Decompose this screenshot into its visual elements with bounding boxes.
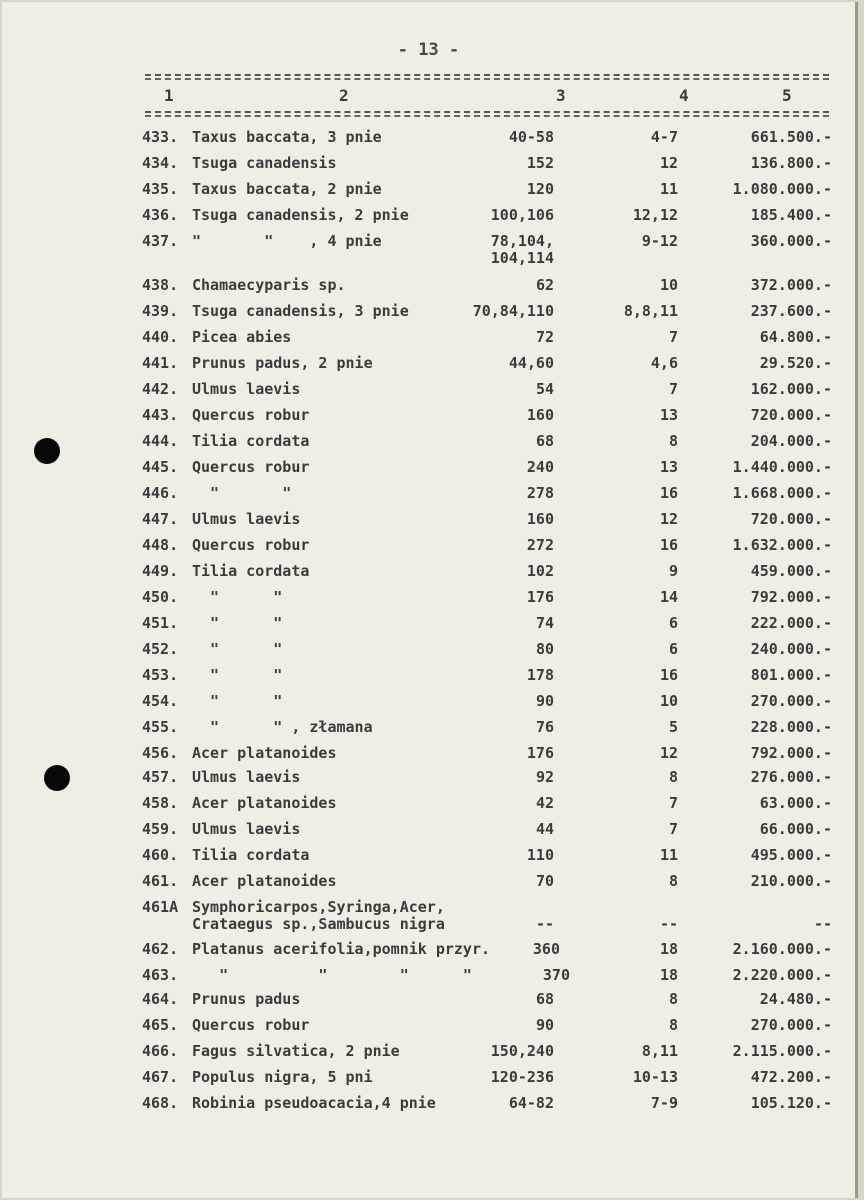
trunk-circumference: 370	[542, 966, 570, 984]
species-name: Platanus acerifolia,pomnik przyr.	[192, 940, 491, 958]
trunk-circumference: 120-236	[490, 1068, 554, 1086]
height-value: 8	[668, 768, 678, 786]
table-row	[2, 562, 864, 588]
value-amount: 720.000.-	[750, 406, 832, 424]
value-amount: 228.000.-	[750, 718, 832, 736]
trunk-circumference: 42	[535, 794, 554, 812]
table-row	[2, 354, 864, 380]
row-number: 466.	[142, 1042, 179, 1060]
species-name: Quercus robur	[192, 1016, 310, 1034]
height-value: 8	[668, 990, 678, 1008]
row-number: 436.	[142, 206, 179, 224]
table-row	[2, 692, 864, 718]
table-row	[2, 846, 864, 872]
trunk-circumference: 44	[535, 820, 554, 838]
height-value: 13	[659, 458, 678, 476]
row-number: 444.	[142, 432, 179, 450]
height-value: 5	[668, 718, 678, 736]
height-value: 12,12	[632, 206, 678, 224]
species-name: Ulmus laevis	[192, 380, 301, 398]
value-amount: 801.000.-	[750, 666, 832, 684]
trunk-circumference: --	[535, 915, 554, 933]
value-amount: 1.632.000.-	[732, 536, 832, 554]
table-row	[2, 302, 864, 328]
species-name: Tilia cordata	[192, 432, 310, 450]
trunk-circumference: 70,84,110	[472, 302, 554, 320]
row-number: 463.	[142, 966, 179, 984]
value-amount: 661.500.-	[750, 128, 832, 146]
height-value: 8,8,11	[623, 302, 678, 320]
height-value: 18	[659, 940, 678, 958]
value-amount: 136.800.-	[750, 154, 832, 172]
value-amount: 270.000.-	[750, 692, 832, 710]
column-header-2: 2	[339, 86, 349, 105]
value-amount: 240.000.-	[750, 640, 832, 658]
height-value: 12	[659, 510, 678, 528]
value-amount: 792.000.-	[750, 588, 832, 606]
trunk-circumference: 74	[535, 614, 554, 632]
species-name: Quercus robur	[192, 536, 310, 554]
species-name: Tilia cordata	[192, 562, 310, 580]
species-name: " "	[192, 666, 283, 684]
row-number: 459.	[142, 820, 179, 838]
row-number: 462.	[142, 940, 179, 958]
height-value: 7	[668, 328, 678, 346]
table-row	[2, 380, 864, 406]
value-amount: 2.220.000.-	[732, 966, 832, 984]
species-name: Prunus padus	[192, 990, 301, 1008]
row-number: 441.	[142, 354, 179, 372]
table-row	[2, 536, 864, 562]
trunk-circumference: 90	[535, 1016, 554, 1034]
value-amount: 185.400.-	[750, 206, 832, 224]
document-page	[2, 2, 858, 1198]
value-amount: --	[813, 915, 832, 933]
value-amount: 459.000.-	[750, 562, 832, 580]
trunk-circumference: 64-82	[508, 1094, 554, 1112]
value-amount: 2.160.000.-	[732, 940, 832, 958]
species-name: Fagus silvatica, 2 pnie	[192, 1042, 400, 1060]
height-value: 16	[659, 536, 678, 554]
species-name: Tsuga canadensis, 3 pnie	[192, 302, 409, 320]
table-row	[2, 794, 864, 820]
row-number: 437.	[142, 232, 179, 250]
species-name: Robinia pseudoacacia,4 pnie	[192, 1094, 436, 1112]
table-row	[2, 666, 864, 692]
trunk-circumference: 68	[535, 432, 554, 450]
header-rule-bottom-2	[145, 115, 829, 117]
trunk-circumference: 80	[535, 640, 554, 658]
species-name: " "	[192, 484, 292, 502]
height-value: --	[659, 915, 678, 933]
species-name: " "	[192, 640, 283, 658]
table-row	[2, 458, 864, 484]
table-row	[2, 588, 864, 614]
row-number: 439.	[142, 302, 179, 320]
trunk-circumference-continued: 104,114	[490, 249, 554, 267]
row-number: 457.	[142, 768, 179, 786]
row-number: 443.	[142, 406, 179, 424]
height-value: 9	[668, 562, 678, 580]
trunk-circumference: 176	[526, 588, 554, 606]
table-row	[2, 1016, 864, 1042]
table-row	[2, 154, 864, 180]
table-row	[2, 180, 864, 206]
trunk-circumference: 44,60	[508, 354, 554, 372]
trunk-circumference: 152	[526, 154, 554, 172]
species-name: Ulmus laevis	[192, 510, 301, 528]
table-row	[2, 898, 864, 933]
species-name: Acer platanoides	[192, 744, 337, 762]
height-value: 11	[659, 180, 678, 198]
row-number: 455.	[142, 718, 179, 736]
trunk-circumference: 110	[526, 846, 554, 864]
height-value: 16	[659, 666, 678, 684]
table-row	[2, 718, 864, 744]
height-value: 13	[659, 406, 678, 424]
species-name: Tilia cordata	[192, 846, 310, 864]
species-name-continued: Crataegus sp.,Sambucus nigra	[192, 915, 445, 933]
value-amount: 237.600.-	[750, 302, 832, 320]
value-amount: 204.000.-	[750, 432, 832, 450]
trunk-circumference: 120	[526, 180, 554, 198]
species-name: Taxus baccata, 2 pnie	[192, 180, 382, 198]
row-number: 456.	[142, 744, 179, 762]
row-number: 447.	[142, 510, 179, 528]
trunk-circumference: 76	[535, 718, 554, 736]
height-value: 12	[659, 154, 678, 172]
value-amount: 270.000.-	[750, 1016, 832, 1034]
height-value: 4,6	[650, 354, 678, 372]
value-amount: 66.000.-	[759, 820, 832, 838]
species-name: Prunus padus, 2 pnie	[192, 354, 373, 372]
row-number: 449.	[142, 562, 179, 580]
value-amount: 1.080.000.-	[732, 180, 832, 198]
row-number: 446.	[142, 484, 179, 502]
row-number: 461.	[142, 872, 179, 890]
table-row	[2, 1068, 864, 1094]
species-name: Ulmus laevis	[192, 768, 301, 786]
row-number: 468.	[142, 1094, 179, 1112]
table-row	[2, 872, 864, 898]
trunk-circumference: 160	[526, 510, 554, 528]
species-name: Picea abies	[192, 328, 292, 346]
height-value: 12	[659, 744, 678, 762]
species-name: Tsuga canadensis	[192, 154, 337, 172]
column-header-5: 5	[782, 86, 792, 105]
row-number: 433.	[142, 128, 179, 146]
value-amount: 210.000.-	[750, 872, 832, 890]
trunk-circumference: 176	[526, 744, 554, 762]
table-row	[2, 484, 864, 510]
column-header-1: 1	[164, 86, 174, 105]
row-number: 440.	[142, 328, 179, 346]
row-number: 442.	[142, 380, 179, 398]
species-name: Acer platanoides	[192, 794, 337, 812]
table-row	[2, 768, 864, 794]
row-number: 454.	[142, 692, 179, 710]
height-value: 16	[659, 484, 678, 502]
height-value: 6	[668, 640, 678, 658]
trunk-circumference: 68	[535, 990, 554, 1008]
trunk-circumference: 78,104,	[490, 232, 554, 250]
table-row	[2, 990, 864, 1016]
species-name: Quercus robur	[192, 458, 310, 476]
species-name: Taxus baccata, 3 pnie	[192, 128, 382, 146]
trunk-circumference: 70	[535, 872, 554, 890]
species-name: " " " "	[192, 966, 472, 984]
column-header-3: 3	[556, 86, 566, 105]
trunk-circumference: 240	[526, 458, 554, 476]
column-header-4: 4	[679, 86, 689, 105]
value-amount: 495.000.-	[750, 846, 832, 864]
value-amount: 792.000.-	[750, 744, 832, 762]
species-name: " "	[192, 588, 283, 606]
value-amount: 105.120.-	[750, 1094, 832, 1112]
height-value: 8	[668, 432, 678, 450]
trunk-circumference: 360	[532, 940, 560, 958]
value-amount: 162.000.-	[750, 380, 832, 398]
header-rule-top	[145, 74, 829, 76]
species-name: Populus nigra, 5 pni	[192, 1068, 373, 1086]
table-row	[2, 1094, 864, 1120]
row-number: 435.	[142, 180, 179, 198]
table-row	[2, 128, 864, 154]
species-name: Ulmus laevis	[192, 820, 301, 838]
species-name: " "	[192, 692, 283, 710]
row-number: 465.	[142, 1016, 179, 1034]
height-value: 8	[668, 872, 678, 890]
value-amount: 472.200.-	[750, 1068, 832, 1086]
trunk-circumference: 272	[526, 536, 554, 554]
trunk-circumference: 62	[535, 276, 554, 294]
trunk-circumference: 278	[526, 484, 554, 502]
row-number: 438.	[142, 276, 179, 294]
value-amount: 222.000.-	[750, 614, 832, 632]
species-name: Tsuga canadensis, 2 pnie	[192, 206, 409, 224]
height-value: 9-12	[641, 232, 678, 250]
value-amount: 29.520.-	[759, 354, 832, 372]
row-number: 467.	[142, 1068, 179, 1086]
height-value: 10-13	[632, 1068, 678, 1086]
row-number: 460.	[142, 846, 179, 864]
trunk-circumference: 90	[535, 692, 554, 710]
table-row	[2, 206, 864, 232]
table-row	[2, 432, 864, 458]
value-amount: 720.000.-	[750, 510, 832, 528]
species-name: " "	[192, 614, 283, 632]
table-row	[2, 510, 864, 536]
height-value: 7	[668, 380, 678, 398]
page-number: - 13 -	[397, 40, 460, 60]
trunk-circumference: 160	[526, 406, 554, 424]
trunk-circumference: 92	[535, 768, 554, 786]
value-amount: 24.480.-	[759, 990, 832, 1008]
species-name: " " , 4 pnie	[192, 232, 382, 250]
row-number: 464.	[142, 990, 179, 1008]
table-row	[2, 328, 864, 354]
table-row	[2, 940, 864, 966]
trunk-circumference: 72	[535, 328, 554, 346]
species-name: " " , złamana	[192, 718, 373, 736]
table-row	[2, 276, 864, 302]
height-value: 7	[668, 794, 678, 812]
trunk-circumference: 100,106	[490, 206, 554, 224]
trunk-circumference: 178	[526, 666, 554, 684]
trunk-circumference: 40-58	[508, 128, 554, 146]
value-amount: 372.000.-	[750, 276, 832, 294]
trunk-circumference: 54	[535, 380, 554, 398]
species-name: Symphoricarpos,Syringa,Acer,	[192, 898, 445, 916]
table-row	[2, 1042, 864, 1068]
value-amount: 360.000.-	[750, 232, 832, 250]
row-number: 448.	[142, 536, 179, 554]
trunk-circumference: 102	[526, 562, 554, 580]
row-number: 445.	[142, 458, 179, 476]
table-row	[2, 744, 864, 770]
header-rule-bottom	[145, 111, 829, 113]
height-value: 8	[668, 1016, 678, 1034]
table-row	[2, 820, 864, 846]
height-value: 11	[659, 846, 678, 864]
table-row	[2, 640, 864, 666]
value-amount: 64.800.-	[759, 328, 832, 346]
trunk-circumference: 150,240	[490, 1042, 554, 1060]
table-row	[2, 614, 864, 640]
table-row	[2, 232, 864, 267]
row-number: 453.	[142, 666, 179, 684]
height-value: 10	[659, 692, 678, 710]
height-value: 14	[659, 588, 678, 606]
species-name: Chamaecyparis sp.	[192, 276, 346, 294]
height-value: 18	[659, 966, 678, 984]
value-amount: 1.668.000.-	[732, 484, 832, 502]
table-row	[2, 966, 864, 992]
row-number: 434.	[142, 154, 179, 172]
header-rule-top-2	[145, 78, 829, 80]
height-value: 6	[668, 614, 678, 632]
row-number: 451.	[142, 614, 179, 632]
height-value: 8,11	[641, 1042, 678, 1060]
row-number: 452.	[142, 640, 179, 658]
value-amount: 2.115.000.-	[732, 1042, 832, 1060]
row-number: 458.	[142, 794, 179, 812]
height-value: 7-9	[650, 1094, 678, 1112]
height-value: 7	[668, 820, 678, 838]
species-name: Quercus robur	[192, 406, 310, 424]
row-number: 461A	[142, 898, 179, 916]
height-value: 10	[659, 276, 678, 294]
row-number: 450.	[142, 588, 179, 606]
height-value: 4-7	[650, 128, 678, 146]
value-amount: 276.000.-	[750, 768, 832, 786]
value-amount: 1.440.000.-	[732, 458, 832, 476]
table-row	[2, 406, 864, 432]
value-amount: 63.000.-	[759, 794, 832, 812]
species-name: Acer platanoides	[192, 872, 337, 890]
